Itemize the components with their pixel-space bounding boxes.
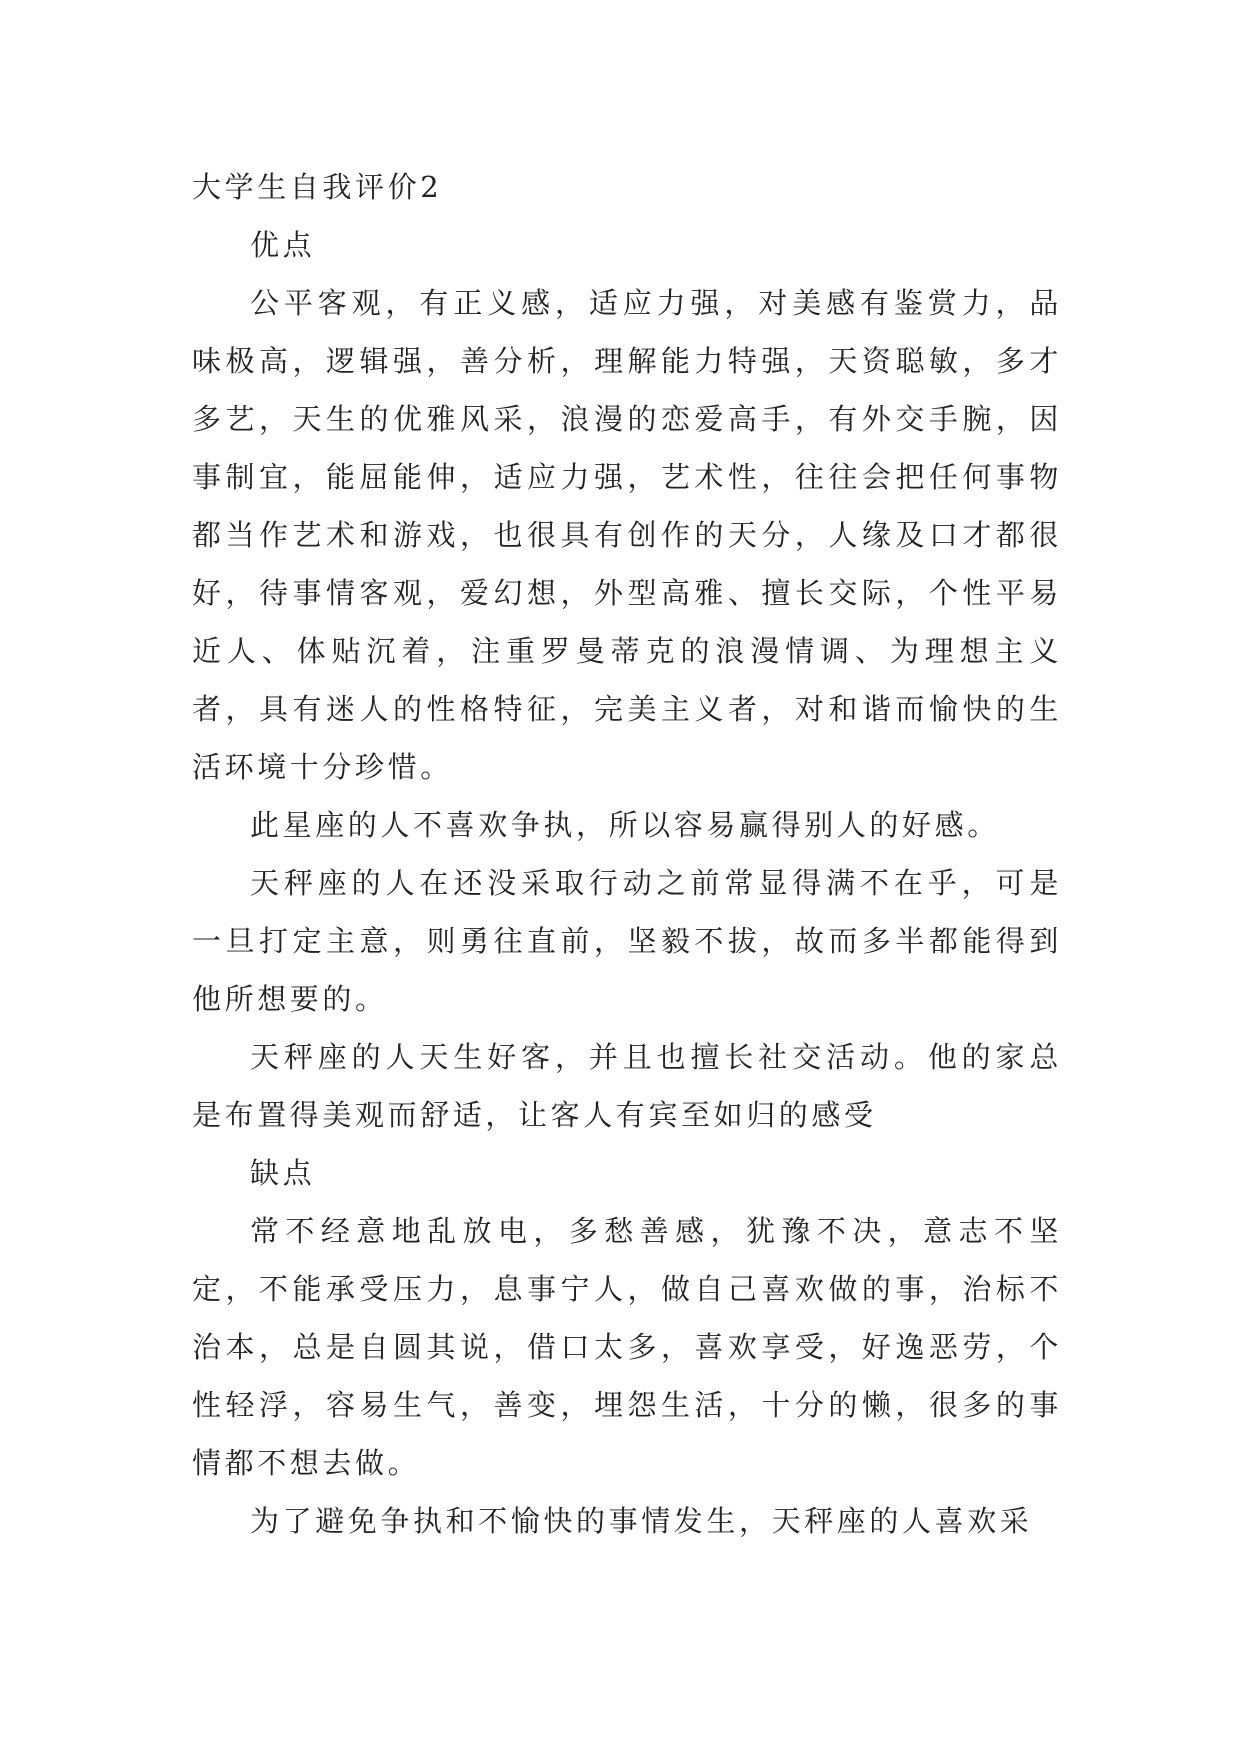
strengths-paragraph-2: 此星座的人不喜欢争执，所以容易赢得别人的好感。: [250, 808, 1000, 842]
section-heading-strengths: 优点: [250, 228, 316, 262]
strengths-paragraph-4: 天秤座的人天生好客，并且也擅长社交活动。他的家总是布置得美观而舒适，让客人有宾至如归的感受: [192, 1040, 1062, 1132]
strengths-paragraph-3: 天秤座的人在还没采取行动之前常显得满不在乎，可是一旦打定主意，则勇往直前，坚毅不拔，故而多半都能得到他所想要的。: [192, 866, 1062, 1016]
weaknesses-paragraph-2: 为了避免争执和不愉快的事情发生，天秤座的人喜欢采: [250, 1504, 1033, 1538]
weaknesses-paragraph-1: 常不经意地乱放电，多愁善感，犹豫不决，意志不坚定，不能承受压力，息事宁人，做自己喜欢做的事，治标不治本，总是自圆其说，借口太多，喜欢享受，好逸恶劳，个性轻浮，容易生气，善变，埋怨生活，十分的懒，很多的事情都不想去做。: [192, 1214, 1062, 1480]
document-title: 大学生自我评价2: [192, 170, 443, 204]
strengths-paragraph-1: 公平客观，有正义感，适应力强，对美感有鉴赏力，品味极高，逻辑强，善分析，理解能力特强，天资聪敏，多才多艺，天生的优雅风采，浪漫的恋爱高手，有外交手腕，因事制宜，能屈能伸，适应力强，艺术性，往往会把任何事物都当作艺术和游戏，也很具有创作的天分，人缘及口才都很好，待事情客观，爱幻想，外型高雅、擅长交际，个性平易近人、体贴沉着，注重罗曼蒂克的浪漫情调、为理想主义者，具有迷人的性格特征，完美主义者，对和谐而愉快的生活环境十分珍惜。: [192, 286, 1062, 784]
document-body: [192, 158, 1062, 1550]
section-heading-weaknesses: 缺点: [250, 1156, 316, 1190]
